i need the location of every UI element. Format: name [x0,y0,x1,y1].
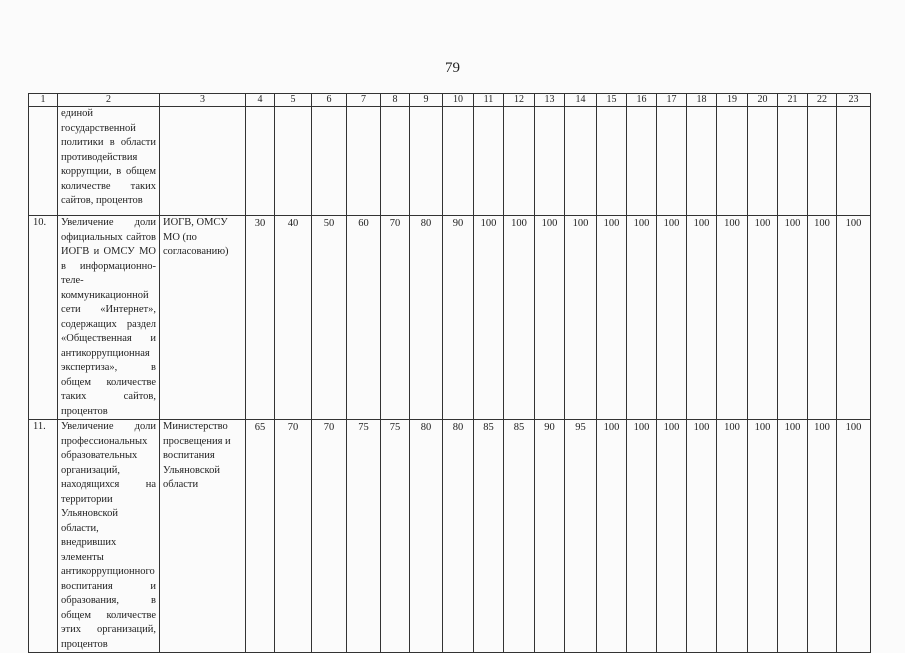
value-cell: 85 [504,420,535,653]
indicators-table [28,93,871,653]
value-cell [275,107,312,216]
responsible-executor: Министерство просвещения и воспитания Ульяновской области [160,420,246,653]
value-cell: 100 [717,420,748,653]
value-cell: 100 [778,420,808,653]
column-header: 3 [160,94,246,107]
value-cell [347,107,381,216]
value-cell: 100 [474,216,504,420]
value-cell [443,107,474,216]
value-cell: 100 [748,420,778,653]
column-header: 5 [275,94,312,107]
value-cell: 100 [687,420,717,653]
value-cell: 100 [837,216,871,420]
value-cell: 30 [246,216,275,420]
column-header: 7 [347,94,381,107]
row-number: 11. [29,420,58,653]
value-cell: 80 [410,420,443,653]
value-cell: 70 [312,420,347,653]
table-row [29,420,871,653]
value-cell [565,107,597,216]
column-header: 19 [717,94,748,107]
value-cell: 100 [565,216,597,420]
value-cell [312,107,347,216]
column-header: 22 [808,94,837,107]
column-header: 15 [597,94,627,107]
column-header: 12 [504,94,535,107]
column-header: 20 [748,94,778,107]
table-row [29,107,871,216]
value-cell [837,107,871,216]
value-cell [381,107,410,216]
value-cell [246,107,275,216]
value-cell: 100 [837,420,871,653]
column-header: 6 [312,94,347,107]
value-cell [627,107,657,216]
value-cell: 100 [597,216,627,420]
value-cell [474,107,504,216]
column-header: 2 [58,94,160,107]
value-cell: 100 [627,420,657,653]
column-header: 1 [29,94,58,107]
value-cell: 85 [474,420,504,653]
indicator-description: Увеличение доли профессиональных образовательных организаций, находящихся на территории Ульяновской области, внедривших элементы антикоррупционного воспитания и образования, в общем количестве этих организаций, процентов [58,420,160,653]
value-cell: 100 [535,216,565,420]
indicator-description: Увеличение доли официальных сайтов ИОГВ и ОМСУ МО в информационно-теле-коммуникационной сети «Интернет», содержащих раздел «Общественная и антикоррупционная экспертиза», в общем количестве таких сайтов, процентов [58,216,160,420]
value-cell: 90 [443,216,474,420]
page-number: 79 [445,60,460,76]
responsible-executor: ИОГВ, ОМСУ МО (по согласованию) [160,216,246,420]
column-header: 4 [246,94,275,107]
table-row [29,216,871,420]
value-cell [687,107,717,216]
column-header: 21 [778,94,808,107]
value-cell: 65 [246,420,275,653]
value-cell [778,107,808,216]
column-header: 10 [443,94,474,107]
value-cell [410,107,443,216]
row-number: 10. [29,216,58,420]
column-header: 17 [657,94,687,107]
value-cell: 100 [808,420,837,653]
row-number [29,107,58,216]
value-cell: 70 [275,420,312,653]
value-cell: 80 [443,420,474,653]
column-header: 11 [474,94,504,107]
column-header: 23 [837,94,871,107]
value-cell: 75 [347,420,381,653]
value-cell: 100 [717,216,748,420]
value-cell: 95 [565,420,597,653]
value-cell [657,107,687,216]
column-header: 9 [410,94,443,107]
value-cell [504,107,535,216]
value-cell [717,107,748,216]
value-cell: 80 [410,216,443,420]
responsible-executor [160,107,246,216]
value-cell: 90 [535,420,565,653]
column-header: 13 [535,94,565,107]
value-cell: 100 [657,420,687,653]
value-cell [808,107,837,216]
value-cell [535,107,565,216]
value-cell: 40 [275,216,312,420]
indicator-description: единой государственной политики в области противодействия коррупции, в общем количестве таких сайтов, процентов [58,107,160,216]
value-cell: 100 [627,216,657,420]
value-cell: 75 [381,420,410,653]
column-header: 18 [687,94,717,107]
value-cell: 100 [504,216,535,420]
value-cell: 70 [381,216,410,420]
value-cell: 60 [347,216,381,420]
value-cell: 100 [657,216,687,420]
value-cell: 100 [597,420,627,653]
column-header: 14 [565,94,597,107]
value-cell: 100 [778,216,808,420]
column-header: 16 [627,94,657,107]
value-cell [597,107,627,216]
value-cell [748,107,778,216]
column-header: 8 [381,94,410,107]
value-cell: 100 [748,216,778,420]
value-cell: 100 [687,216,717,420]
header-row [29,94,871,107]
value-cell: 100 [808,216,837,420]
value-cell: 50 [312,216,347,420]
